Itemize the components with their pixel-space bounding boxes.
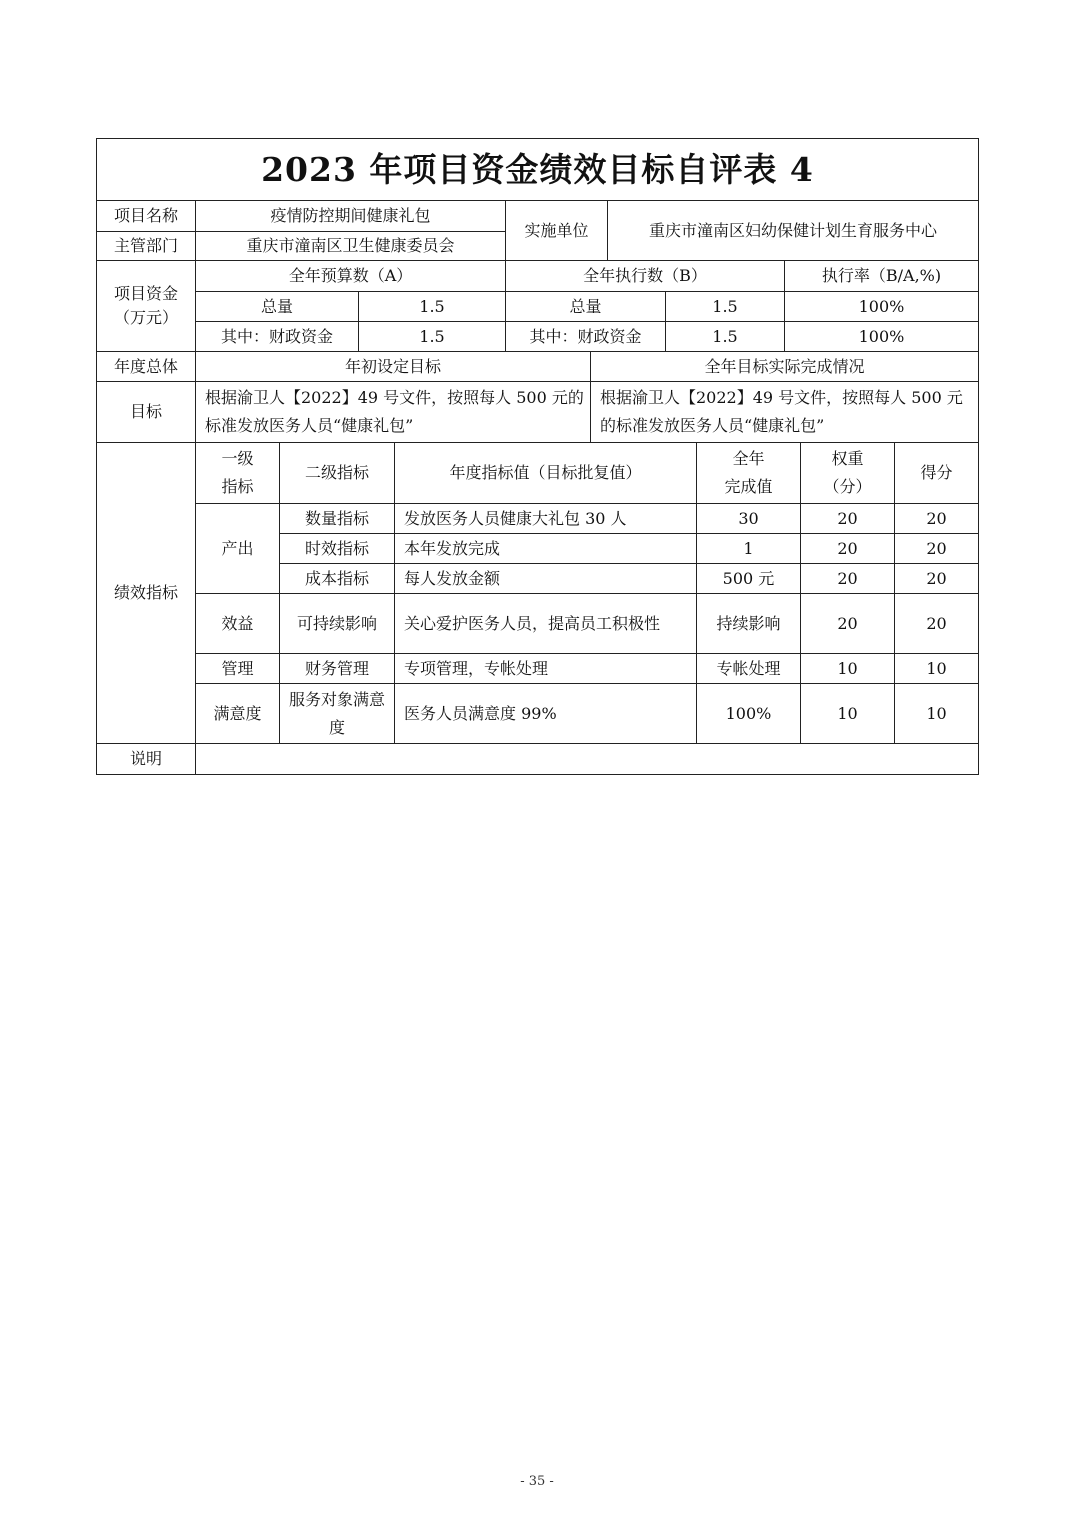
row-score: 10 bbox=[895, 684, 979, 744]
exec-total: 1.5 bbox=[666, 292, 785, 322]
row-value: 发放医务人员健康大礼包 30 人 bbox=[395, 504, 697, 534]
l1-manage: 管理 bbox=[196, 654, 280, 684]
impl-unit: 重庆市潼南区妇幼保健计划生育服务中心 bbox=[608, 201, 979, 261]
row-score: 20 bbox=[895, 564, 979, 594]
l1-satisfaction: 满意度 bbox=[196, 684, 280, 744]
row-done: 500 元 bbox=[697, 564, 801, 594]
header-weight: 权重 （分） bbox=[801, 443, 895, 504]
row-done: 持续影响 bbox=[697, 594, 801, 654]
label-total-exec: 总量 bbox=[506, 292, 666, 322]
row-done: 专帐处理 bbox=[697, 654, 801, 684]
label-init-target: 年初设定目标 bbox=[196, 352, 591, 382]
page-number: - 35 - bbox=[520, 1474, 554, 1489]
header-year-complete: 全年 完成值 bbox=[697, 443, 801, 504]
goal-actual: 根据渝卫人【2022】49 号文件，按照每人 500 元的标准发放医务人员“健康礼包” bbox=[591, 382, 979, 443]
row-done: 100% bbox=[697, 684, 801, 744]
row-weight: 20 bbox=[801, 564, 895, 594]
row-done: 1 bbox=[697, 534, 801, 564]
rate-total: 100% bbox=[785, 292, 979, 322]
label-dept: 主管部门 bbox=[96, 232, 196, 261]
row-value: 专项管理，专帐处理 bbox=[395, 654, 697, 684]
label-annual-exec: 全年执行数（B） bbox=[506, 261, 785, 292]
label-note: 说明 bbox=[96, 744, 196, 775]
header-score: 得分 bbox=[895, 443, 979, 504]
label-project-name: 项目名称 bbox=[96, 201, 196, 232]
header-level1: 一级 指标 bbox=[196, 443, 280, 504]
row-value: 关心爱护医务人员，提高员工积极性 bbox=[395, 594, 697, 654]
row-l2: 可持续影响 bbox=[280, 594, 395, 654]
label-fiscal-budget: 其中：财政资金 bbox=[196, 322, 359, 352]
header-level2: 二级指标 bbox=[280, 443, 395, 504]
label-overall: 年度总体 bbox=[96, 352, 196, 382]
row-l2: 时效指标 bbox=[280, 534, 395, 564]
row-weight: 20 bbox=[801, 504, 895, 534]
l1-benefit: 效益 bbox=[196, 594, 280, 654]
table-title: 2023 年项目资金绩效目标自评表 4 bbox=[96, 138, 979, 201]
rate-fiscal: 100% bbox=[785, 322, 979, 352]
row-score: 20 bbox=[895, 534, 979, 564]
label-perf: 绩效指标 bbox=[96, 443, 196, 744]
label-funds: 项目资金 （万元） bbox=[96, 261, 196, 352]
row-weight: 20 bbox=[801, 534, 895, 564]
label-target: 目标 bbox=[96, 382, 196, 443]
row-l2: 数量指标 bbox=[280, 504, 395, 534]
row-score: 20 bbox=[895, 504, 979, 534]
row-weight: 10 bbox=[801, 684, 895, 744]
note-value bbox=[196, 744, 979, 775]
budget-fiscal: 1.5 bbox=[359, 322, 506, 352]
row-l2: 服务对象满意度 bbox=[280, 684, 395, 744]
header-annual-value: 年度指标值（目标批复值） bbox=[395, 443, 697, 504]
row-value: 本年发放完成 bbox=[395, 534, 697, 564]
label-exec-rate: 执行率（B/A,%) bbox=[785, 261, 979, 292]
label-total-budget: 总量 bbox=[196, 292, 359, 322]
label-annual-budget: 全年预算数（A） bbox=[196, 261, 506, 292]
goal-init: 根据渝卫人【2022】49 号文件，按照每人 500 元的标准发放医务人员“健康礼包” bbox=[196, 382, 591, 443]
row-weight: 10 bbox=[801, 654, 895, 684]
budget-total: 1.5 bbox=[359, 292, 506, 322]
row-weight: 20 bbox=[801, 594, 895, 654]
label-fiscal-exec: 其中：财政资金 bbox=[506, 322, 666, 352]
row-score: 20 bbox=[895, 594, 979, 654]
row-value: 医务人员满意度 99% bbox=[395, 684, 697, 744]
row-score: 10 bbox=[895, 654, 979, 684]
row-l2: 成本指标 bbox=[280, 564, 395, 594]
row-l2: 财务管理 bbox=[280, 654, 395, 684]
dept-name: 重庆市潼南区卫生健康委员会 bbox=[196, 232, 506, 261]
row-done: 30 bbox=[697, 504, 801, 534]
exec-fiscal: 1.5 bbox=[666, 322, 785, 352]
label-actual: 全年目标实际完成情况 bbox=[591, 352, 979, 382]
label-impl: 实施单位 bbox=[506, 201, 608, 261]
row-value: 每人发放金额 bbox=[395, 564, 697, 594]
project-name: 疫情防控期间健康礼包 bbox=[196, 201, 506, 232]
l1-output: 产出 bbox=[196, 504, 280, 594]
